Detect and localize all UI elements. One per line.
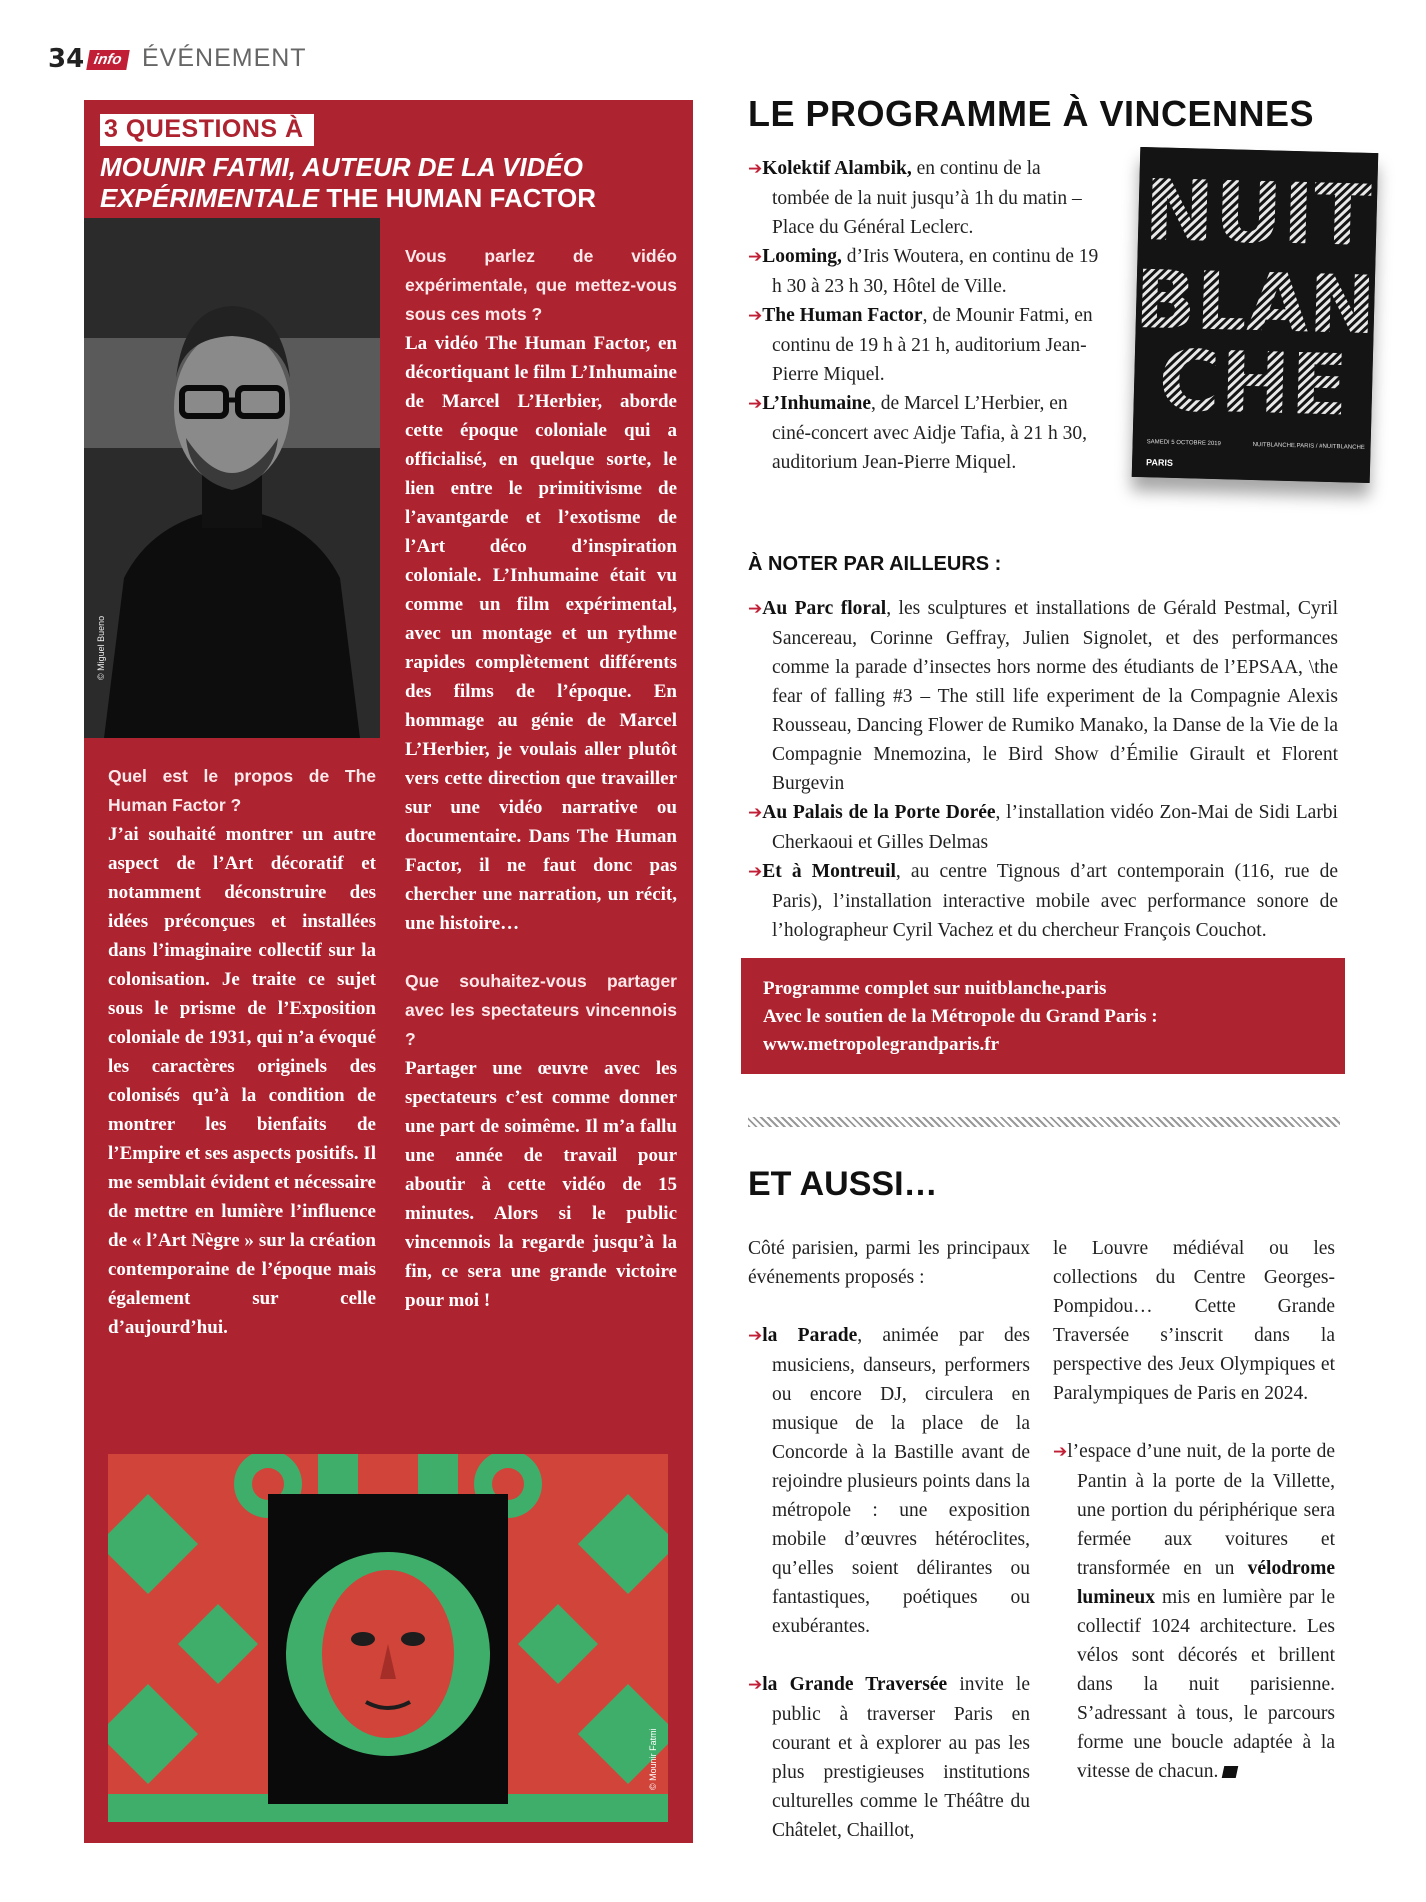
arrow-icon: ➔ xyxy=(748,159,763,179)
artwork-image xyxy=(108,1454,668,1822)
poster-illustration xyxy=(1132,147,1379,483)
interview-column-middle xyxy=(405,242,677,1315)
hatched-divider xyxy=(748,1117,1340,1127)
list-item: ➔Au Parc floral, les sculptures et installations de Gérald Pestmal, Cyril Sancereau, Corinne Geffray, Julien Signolet, et des performances comme la parade d’insectes hors norme des étudiants de l’EPSAA, \the fear of falling #3 – The still life experiment de la Compagnie Alexis Rousseau, Dancing Flower de Rumiko Manako, la Danse de la Vie de la Compagnie Mnemozina, le Bird Show d’Émilie Girault et Florent Burgevin xyxy=(748,598,1339,794)
arrow-icon: ➔ xyxy=(748,862,763,882)
ailleurs-heading: À NOTER PAR AILLEURS : xyxy=(748,553,1002,575)
programme-list xyxy=(748,154,1100,477)
list-item: ➔la Grande Traversée invite le public à traverser Paris en courant et à explorer au pas les plus prestigieuses institutions culturelles comme le Théâtre du Châtelet, Chaillot, xyxy=(748,1674,1031,1841)
interview-title-upright: THE HUMAN FACTOR xyxy=(326,183,596,213)
poster-url: NUITBLANCHE.PARIS / #NUITBLANCHE xyxy=(1252,441,1365,451)
answer-3: Partager une œuvre avec les spectateurs c’est comme donner une part de soimême. Il m’a fallu une année de travail pour aboutir à cette vidéo de 15 minutes. Alors si le public vincennois la regarde jusqu’à la fin, ce sera une grande victoire pour moi ! xyxy=(405,1058,677,1311)
programme-heading: LE PROGRAMME À VINCENNES xyxy=(748,93,1315,134)
section-name: ÉVÉNEMENT xyxy=(142,44,307,72)
list-item: ➔Au Palais de la Porte Dorée, l’installation vidéo Zon-Mai de Sidi Larbi Cherkaoui et Gilles Delmas xyxy=(748,802,1338,853)
aussi-heading: ET AUSSI… xyxy=(748,1165,938,1203)
question-3: Que souhaitez-vous partager avec les spectateurs vincennois ? xyxy=(405,971,677,1049)
info-tag: info xyxy=(86,50,129,70)
poster-logo: PARIS xyxy=(1145,457,1174,468)
list-item: ➔Looming, d’Iris Woutera, en continu de 19 h 30 à 23 h 30, Hôtel de Ville. xyxy=(748,246,1099,297)
artwork-credit: © Mounir Fatmi xyxy=(648,1728,658,1790)
infobox-line-3: www.metropolegrandparis.fr xyxy=(763,1034,1000,1055)
aussi-column-left xyxy=(748,1234,1030,1845)
poster-title-line-2: BLAN xyxy=(1133,252,1377,353)
aussi-column-right xyxy=(1053,1234,1335,1786)
portrait-photo xyxy=(84,218,380,738)
arrow-icon: ➔ xyxy=(748,394,763,414)
arrow-icon: ➔ xyxy=(748,1675,763,1695)
programme-info-box xyxy=(741,958,1345,1074)
nuit-blanche-poster xyxy=(1132,147,1379,483)
answer-2: La vidéo The Human Factor, en décortiquant le film L’Inhumaine de Marcel L’Herbier, aborde cette époque coloniale qui a officialisé, en quelque sorte, le lien entre le primitivisme de l’avantgarde et l’exotisme de l’Art déco d’inspiration coloniale. L’Inhumaine était vu comme un film expérimental, avec un montage et un rythme rapides complètement différents des films de l’époque. En hommage au génie de Marcel L’Herbier, je voulais aller plutôt vers cette direction que travailler sur une vidéo narrative ou documentaire. Dans The Human Factor, il ne faut donc pas chercher une narration, un récit, une histoire… xyxy=(405,333,677,934)
infobox-line-2: Avec le soutien de la Métropole du Grand Paris : xyxy=(763,1006,1158,1027)
page-number: 34 xyxy=(48,44,85,74)
list-item: ➔L’Inhumaine, de Marcel L’Herbier, en ciné-concert avec Aidje Tafia, à 21 h 30, auditorium Jean-Pierre Miquel. xyxy=(748,393,1088,473)
arrow-icon: ➔ xyxy=(748,803,763,823)
interview-label: 3 QUESTIONS À xyxy=(100,114,314,146)
list-item: ➔Et à Montreuil, au centre Tignous d’art contemporain (116, rue de Paris), l’installation interactive mobile avec performance sonore de l’holographeur Cyril Vachez et du chercheur François Couchot. xyxy=(748,861,1338,941)
arrow-icon: ➔ xyxy=(748,247,763,267)
poster-date: SAMEDI 5 OCTOBRE 2019 xyxy=(1146,439,1221,448)
list-item: ➔la Parade, animée par des musiciens, danseurs, performers ou encore DJ, circulera en musique de la place de la Concorde à la Bastille avant de rejoindre plusieurs points dans la métropole : une exposition mobile d’œuvres hétéroclites, qu’elles soient délirantes ou fantastiques, poétiques ou exubérantes. xyxy=(748,1325,1030,1637)
aussi-intro: Côté parisien, parmi les principaux événements proposés : xyxy=(748,1238,1030,1288)
portrait-illustration xyxy=(84,218,380,738)
end-mark-icon xyxy=(1222,1766,1239,1778)
question-1: Quel est le propos de The Human Factor ? xyxy=(108,766,376,815)
interview-column-left xyxy=(108,762,376,1342)
arrow-icon: ➔ xyxy=(748,306,763,326)
poster-title-line-1: NUIT xyxy=(1142,161,1373,265)
poster-title-line-3: CHE xyxy=(1157,331,1350,435)
arrow-icon: ➔ xyxy=(748,599,763,619)
arrow-icon: ➔ xyxy=(748,1326,763,1346)
interview-title-italic: MOUNIR FATMI, AUTEUR DE LA VIDÉO EXPÉRIMENTALE xyxy=(100,152,583,213)
answer-1: J’ai souhaité montrer un autre aspect de l’Art décoratif et notamment déconstruire des idées préconçues et installées dans l’imaginaire collectif sur la colonisation. Je traite ce sujet sous le prisme de l’Exposition coloniale de 1931, qui n’a évoqué les caractères originels des colonisés qu’à la condition de montrer les bienfaits de l’Empire et ses aspects positifs. Il me semblait évident et nécessaire de mettre en lumière l’influence de « l’Art Nègre » sur la création contemporaine de l’époque mais également sur celle d’aujourd’hui. xyxy=(108,824,376,1338)
ailleurs-list xyxy=(748,594,1338,945)
question-2: Vous parlez de vidéo expérimentale, que mettez-vous sous ces mots ? xyxy=(405,246,677,324)
photo-credit: © Miguel Bueno xyxy=(96,615,106,680)
interview-title xyxy=(100,152,680,214)
artwork-illustration xyxy=(108,1454,668,1822)
aussi-continued: le Louvre médiéval ou les collections du Centre Georges-Pompidou… Cette Grande Traversée s’inscrit dans la perspective des Jeux Olympiques et Paralympiques de Paris en 2024. xyxy=(1053,1238,1335,1404)
arrow-icon: ➔ xyxy=(1053,1442,1068,1462)
infobox-line-1: Programme complet sur nuitblanche.paris xyxy=(763,978,1107,999)
list-item: ➔The Human Factor, de Mounir Fatmi, en continu de 19 h à 21 h, auditorium Jean-Pierre Miquel. xyxy=(748,305,1093,385)
list-item: ➔l’espace d’une nuit, de la porte de Pantin à la porte de la Villette, une portion du périphérique sera fermée aux voitures et transformée en un vélodrome lumineux mis en lumière par le collectif 1024 architecture. Les vélos sont décorés et brillent dans la nuit parisienne. S’adressant à tous, le parcours forme une boucle adaptée à la vitesse de chacun. xyxy=(1053,1441,1335,1782)
list-item: ➔Kolektif Alambik, en continu de la tombée de la nuit jusqu’à 1h du matin – Place du Général Leclerc. xyxy=(748,158,1082,238)
